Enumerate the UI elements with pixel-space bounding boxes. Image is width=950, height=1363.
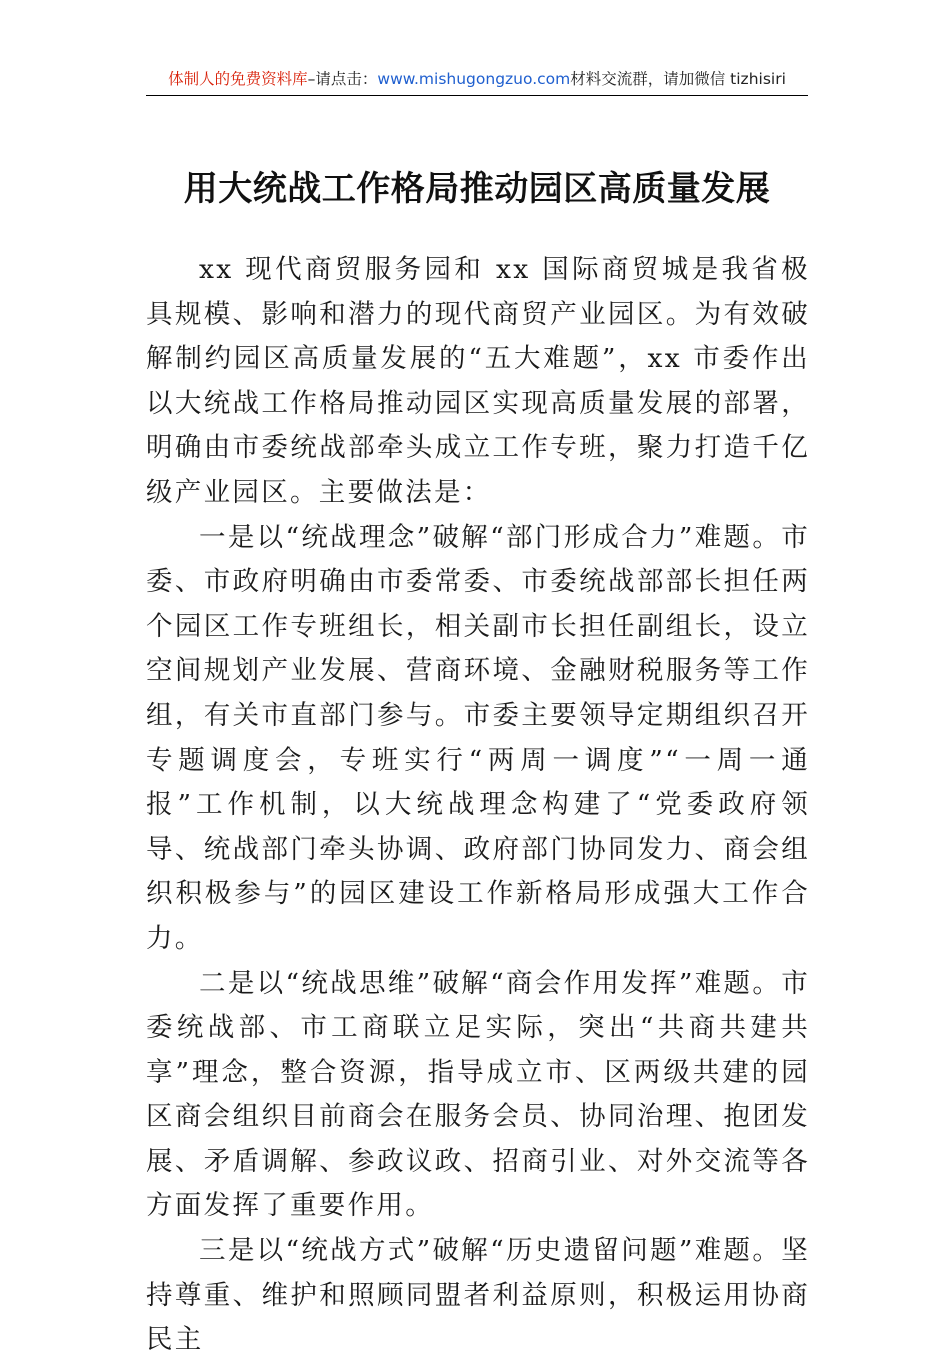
document-title: 用大统战工作格局推动园区高质量发展 [183,169,771,209]
header-contact-text: 材料交流群，请加微信 tizhisiri [570,70,786,88]
paragraph-intro: xx 现代商贸服务园和 xx 国际商贸城是我省极具规模、影响和潜力的现代商贸产业园区。为有效破解制约园区高质量发展的“五大难题”，xx 市委作出以大统战工作格局推动园区实现高质量发展的部署，明确由市委统战部牵头成立工作专班，聚力打造千亿级产业园区。主要做法是： [146,254,810,508]
header-divider [146,95,808,96]
header-brand: 体制人的免费资料库 [168,70,308,88]
paragraph-point-1: 一是以“统战理念”破解“部门形成合力”难题。市委、市政府明确由市委常委、市委统战部部长担任两个园区工作专班组长，相关副市长担任副组长，设立空间规划产业发展、营商环境、金融财税服务等工作组，有关市直部门参与。市委主要领导定期组织召开专题调度会，专班实行“两周一调度”“一周一通报”工作机制，以大统战理念构建了“党委政府领导、统战部门牵头协调、政府部门协同发力、商会组织积极参与”的园区建设工作新格局形成强大工作合力。 [146,521,810,954]
header-website-link[interactable]: www.mishugongzuo.com [377,70,571,88]
page-header-banner [148,64,806,94]
document-body [146,248,810,1363]
header-prompt: –请点击： [307,70,378,88]
paragraph-point-2: 二是以“统战思维”破解“商会作用发挥”难题。市委统战部、市工商联立足实际，突出“共商共建共享”理念，整合资源，指导成立市、区两级共建的园区商会组织目前商会在服务会员、协同治理、抱团发展、矛盾调解、参政议政、招商引业、对外交流等各方面发挥了重要作用。 [146,967,810,1222]
paragraph-point-3: 三是以“统战方式”破解“历史遗留问题”难题。坚持尊重、维护和照顾同盟者利益原则，积极运用协商民主 [146,1235,810,1356]
